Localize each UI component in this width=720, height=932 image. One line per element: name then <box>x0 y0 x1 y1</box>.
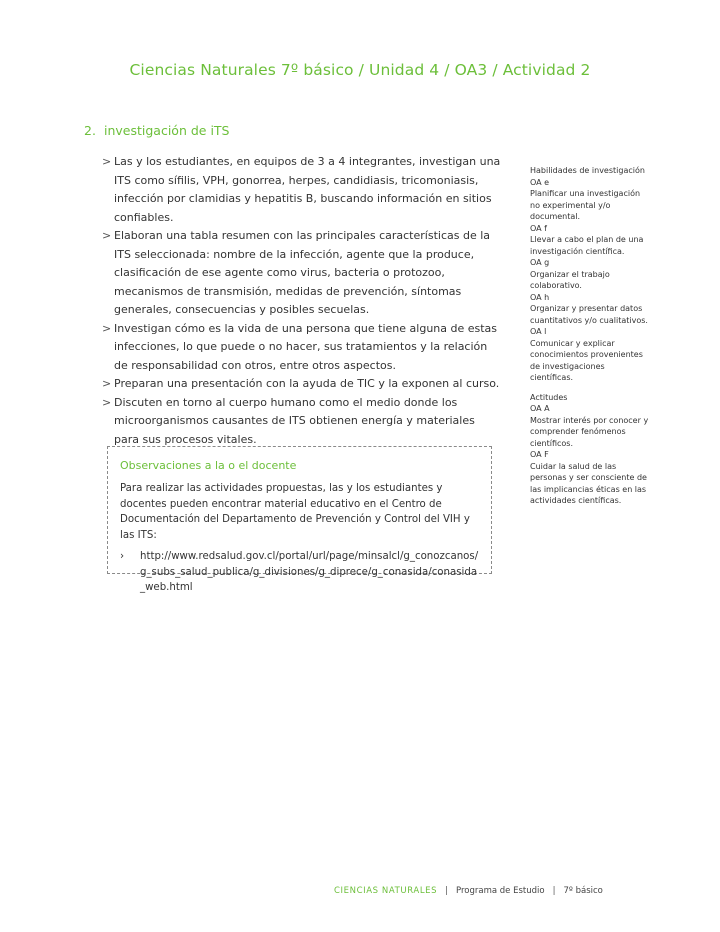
skills-heading: Habilidades de investigación <box>530 166 645 175</box>
attitude-code: OA A <box>530 404 550 413</box>
footer-subject: CIENCIAS NATURALES <box>334 886 438 896</box>
chevron-right-icon: > <box>102 155 112 168</box>
activity-list <box>102 153 502 449</box>
resource-link[interactable]: http://www.redsalud.gov.cl/portal/url/page/minsalcl/g_conozcanos/g_subs_salud_publica/g_divisiones/g_diprece/g_conasida/conasida_web.html <box>140 551 479 593</box>
sidebar-objectives <box>530 165 650 515</box>
skill-code: OA g <box>530 258 550 267</box>
section-number: 2. <box>84 123 96 138</box>
attitude-text: Cuidar la salud de las personas y ser consciente de las implicancias éticas en las actividades científicas. <box>530 461 647 505</box>
activity-item <box>102 394 502 450</box>
footer-separator: | <box>552 886 556 896</box>
activity-text: Las y los estudiantes, en equipos de 3 a 4 integrantes, investigan una ITS como sífilis, VPH, gonorrea, herpes, candidiasis, tricomoniasis, infección por clamidias y hepatitis B, buscando información en sitios confiables. <box>114 155 501 224</box>
skill-text: Organizar el trabajo colaborativo. <box>530 269 610 290</box>
observations-text: Para realizar las actividades propuestas, las y los estudiantes y docentes pueden encontrar material educativo en el Centro de Documentación del Departamento de Prevención y Control del VIH y las ITS: <box>120 483 470 541</box>
activity-item <box>102 375 502 394</box>
attitudes-heading: Actitudes <box>530 392 568 402</box>
footer-program: Programa de Estudio <box>456 886 545 896</box>
activity-text: Investigan cómo es la vida de una persona que tiene alguna de estas infecciones, lo que puede o no hacer, sus tratamientos y la relación de responsabilidad con otros, entre otros aspectos. <box>114 321 498 372</box>
chevron-right-icon: > <box>102 321 112 335</box>
activity-text: Elaboran una tabla resumen con las principales características de la ITS seleccionada: nombre de la infección, agente que la produce, clasificación de ese agente como virus, bacteria o protozoo, mecanismos de transmisión, medidas de prevención, síntomas generales, consecuencias y posibles secuelas. <box>114 229 491 316</box>
activity-item <box>102 227 502 320</box>
attitude-text: Mostrar interés por conocer y comprender fenómenos científicos. <box>530 415 649 448</box>
skill-text: Comunicar y explicar conocimientos provenientes de investigaciones científicas. <box>530 338 643 382</box>
footer-separator: | <box>445 886 449 896</box>
activity-text: Preparan una presentación con la ayuda de TIC y la exponen al curso. <box>114 377 500 390</box>
skill-text: Llevar a cabo el plan de una investigación científica. <box>530 235 644 256</box>
activity-item <box>102 153 502 227</box>
skill-code: OA f <box>530 223 547 233</box>
chevron-right-icon: > <box>102 395 112 409</box>
footer-level: 7º básico <box>563 886 603 896</box>
attitude-code: OA F <box>530 450 549 459</box>
skill-code: OA h <box>530 292 550 302</box>
section-heading <box>84 123 230 138</box>
activity-text: Discuten en torno al cuerpo humano como el medio donde los microorganismos causantes de ITS obtienen energía y materiales para sus procesos vitales. <box>114 395 475 446</box>
skill-code: OA e <box>530 177 550 187</box>
skill-text: Planificar una investigación no experimental y/o documental. <box>530 189 641 221</box>
chevron-right-icon: > <box>102 229 112 242</box>
observations-title: Observaciones a la o el docente <box>120 459 297 472</box>
chevron-right-icon: › <box>120 551 125 562</box>
skill-text: Organizar y presentar datos cuantitativos y/o cualitativos. <box>530 304 648 325</box>
chevron-right-icon: > <box>102 377 112 390</box>
page-title: Ciencias Naturales 7º básico / Unidad 4 / OA3 / Actividad 2 <box>129 61 591 79</box>
skill-code: OA l <box>530 327 547 336</box>
attitudes-group <box>530 392 650 507</box>
section-title: investigación de iTS <box>104 123 230 138</box>
activity-item <box>102 320 502 376</box>
teacher-observations-box <box>107 446 492 593</box>
page-footer <box>334 886 603 896</box>
skills-group <box>530 165 650 384</box>
observations-link-item <box>120 549 479 596</box>
